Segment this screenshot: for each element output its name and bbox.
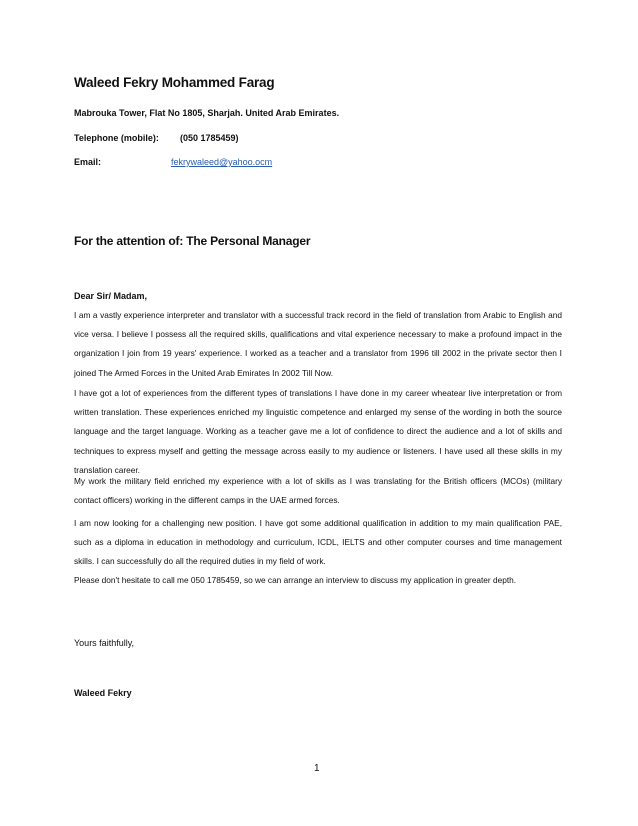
phone-value: (050 1785459)	[180, 133, 239, 143]
signature: Waleed Fekry	[74, 688, 132, 698]
email-link[interactable]: fekrywaleed@yahoo.ocm	[171, 157, 273, 167]
body-paragraph: Please don't hesitate to call me 050 1785459, so we can arrange an interview to discuss my application in greater depth.	[74, 575, 517, 585]
body-paragraph: I have got a lot of experiences from the different types of translations I have done in my career wheatear live interpretation or from written translation. These experiences enriched my linguistic competence and enlarged my sense of the wording in both the source language and the target language. Working as a teacher gave me a lot of confidence to direct the audience and a lot of skills and techniques to express myself and getting the message across easily to my audience or listeners. I have used all these skills in my translation career.	[74, 388, 562, 475]
sender-name: Waleed Fekry Mohammed Farag	[74, 75, 275, 90]
page-number: 1	[314, 763, 320, 774]
sender-address: Mabrouka Tower, Flat No 1805, Sharjah. United Arab Emirates.	[74, 108, 340, 118]
body-paragraph: I am a vastly experience interpreter and translator with a successful track record in the field of translation from Arabic to English and vice versa. I believe I possess all the required skills, qualifications and vital experience necessary to make a profound impact in the organization I join from 19 years' experience. I worked as a teacher and a translator from 1996 till 2002 in the private sector then I joined The Armed Forces in the United Arab Emirates In 2002 Till Now.	[74, 310, 562, 378]
body-paragraph: My work the military field enriched my experience with a lot of skills as I was translating for the British officers (MCOs) (military contact officers) working in the different camps in the UAE armed forces.	[74, 476, 562, 506]
attention-line: For the attention of: The Personal Manager	[74, 234, 311, 248]
body-paragraph: I am now looking for a challenging new position. I have got some additional qualification in addition to my main qualification PAE, such as a diploma in education in methodology and curriculum, ICDL, IELTS and other computer courses and time management skills. I can successfully do all the required duties in my field of work.	[74, 518, 562, 567]
salutation: Dear Sir/ Madam,	[74, 291, 148, 301]
closing: Yours faithfully,	[74, 638, 135, 648]
phone-label: Telephone (mobile):	[74, 133, 159, 143]
email-label: Email:	[74, 157, 102, 167]
